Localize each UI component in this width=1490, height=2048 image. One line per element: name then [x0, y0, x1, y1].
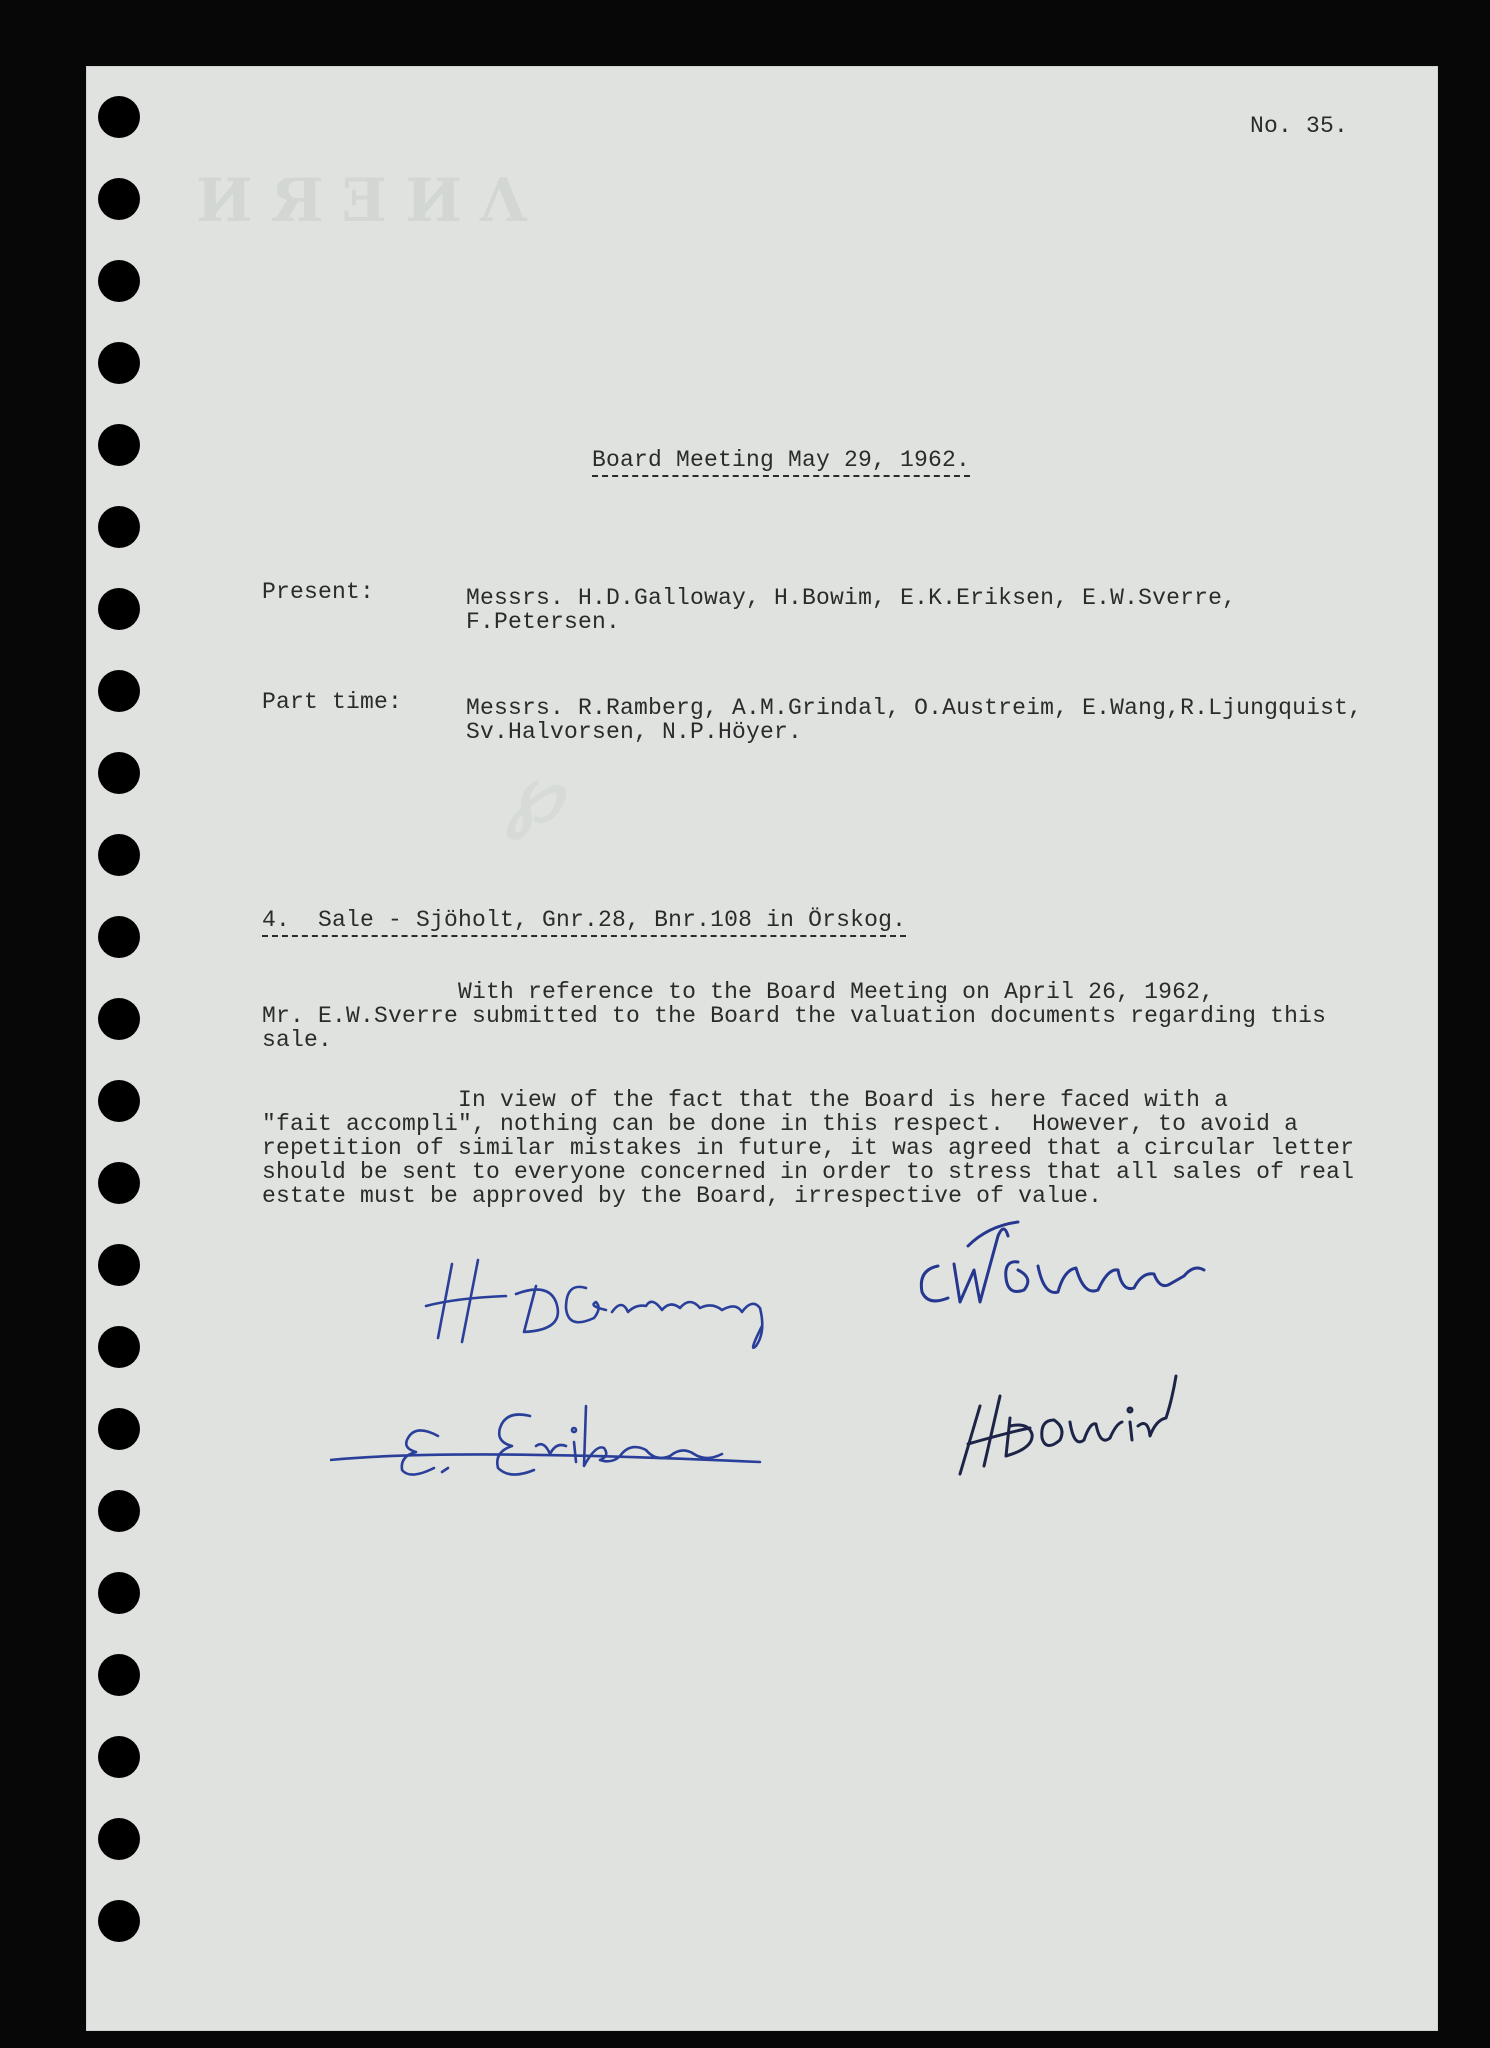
punch-hole: [98, 834, 140, 876]
punch-hole: [98, 752, 140, 794]
punch-hole: [98, 670, 140, 712]
paragraph-line: In view of the fact that the Board is here faced with a: [262, 1087, 1229, 1113]
punch-hole: [98, 1408, 140, 1450]
signature-eriksen: [330, 1376, 790, 1486]
punch-hole: [98, 1900, 140, 1942]
present-line-2: F.Petersen.: [466, 609, 621, 635]
punch-hole: [98, 96, 140, 138]
punch-hole: [98, 1080, 140, 1122]
item-heading: 4. Sale - Sjöholt, Gnr.28, Bnr.108 in Örskog.: [262, 908, 906, 937]
signature-sverre: [908, 1206, 1228, 1326]
punch-hole: [98, 1244, 140, 1286]
document-page: [86, 66, 1438, 2031]
part-time-label: Part time:: [262, 689, 403, 715]
bleed-through-mark: ИЯƎИΛ: [196, 166, 545, 236]
punch-hole: [98, 1818, 140, 1860]
paragraph-line: estate must be approved by the Board, irrespective of value.: [262, 1183, 1103, 1209]
punch-hole: [98, 1654, 140, 1696]
paragraph-line: repetition of similar mistakes in future, it was agreed that a circular letter: [262, 1135, 1355, 1161]
paragraph-line: sale.: [262, 1027, 333, 1053]
paragraph-line: "fait accompli", nothing can be done in this respect. However, to avoid a: [262, 1111, 1299, 1137]
page-title: Board Meeting May 29, 1962.: [592, 448, 970, 477]
punch-hole: [98, 998, 140, 1040]
punch-hole: [98, 1162, 140, 1204]
punch-hole: [98, 424, 140, 466]
punch-hole: [98, 916, 140, 958]
punch-hole: [98, 260, 140, 302]
paragraph-line: should be sent to everyone concerned in order to stress that all sales of real: [262, 1159, 1355, 1185]
punch-hole: [98, 1572, 140, 1614]
punch-hole: [98, 588, 140, 630]
paragraph-line: With reference to the Board Meeting on April 26, 1962,: [262, 979, 1215, 1005]
signature-bowim: [950, 1336, 1190, 1476]
present-label: Present:: [262, 579, 375, 605]
present-line-1: Messrs. H.D.Galloway, H.Bowim, E.K.Eriksen, E.W.Sverre,: [466, 585, 1237, 611]
page-number: No. 35.: [1250, 113, 1349, 139]
punch-hole: [98, 1326, 140, 1368]
punch-hole: [98, 1736, 140, 1778]
bleed-through-mark: ℘: [506, 746, 562, 840]
part-time-line-2: Sv.Halvorsen, N.P.Höyer.: [466, 719, 803, 745]
punch-hole: [98, 1490, 140, 1532]
signature-galloway: [416, 1246, 886, 1356]
punch-hole: [98, 178, 140, 220]
paragraph-line: Mr. E.W.Sverre submitted to the Board the valuation documents regarding this: [262, 1003, 1327, 1029]
punch-hole: [98, 506, 140, 548]
part-time-line-1: Messrs. R.Ramberg, A.M.Grindal, O.Austreim, E.Wang,R.Ljungquist,: [466, 695, 1363, 721]
punch-hole: [98, 342, 140, 384]
